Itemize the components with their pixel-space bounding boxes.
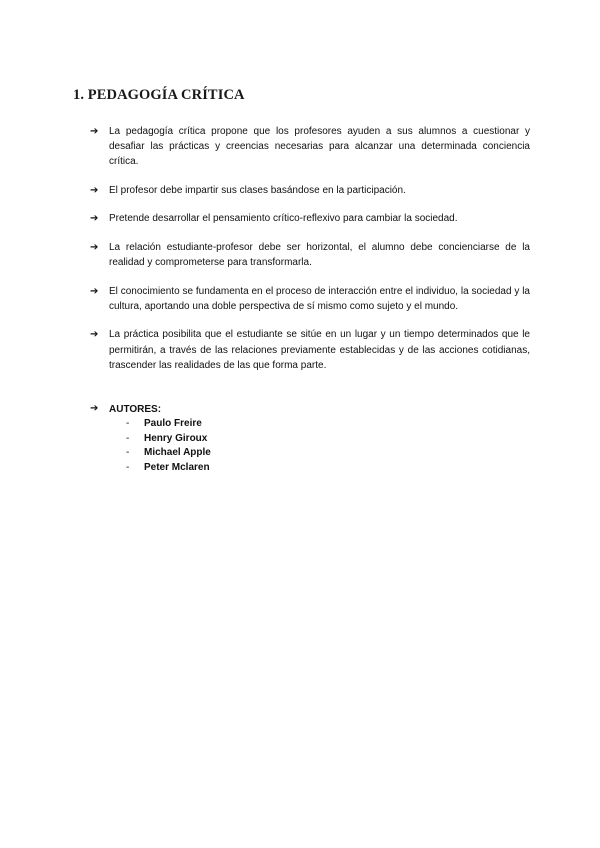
author-name: Paulo Freire <box>144 418 202 429</box>
section-heading: 1. PEDAGOGÍA CRÍTICA <box>73 87 245 103</box>
authors-title: AUTORES: <box>109 404 162 415</box>
arrow-icon: ➔ <box>90 285 99 297</box>
bullet-list <box>90 124 530 386</box>
bullet-item <box>90 124 530 170</box>
arrow-icon: ➔ <box>90 126 99 137</box>
bullet-item <box>90 240 530 270</box>
author-name: Peter Mclaren <box>144 461 210 473</box>
bullet-item <box>90 183 530 198</box>
dash-marker: - <box>126 447 130 459</box>
bullet-item <box>90 327 530 373</box>
author-name: Henry Giroux <box>144 432 208 444</box>
arrow-icon: ➔ <box>90 329 99 341</box>
bullet-text: La práctica posibilita que el estudiante se sitúe en un lugar y un tiempo determinados que le permitirán, a través de las relaciones previamente establecidas y de las acciones cotidianas, trascender las realidades de las que forma parte. <box>109 329 530 371</box>
author-name: Michael Apple <box>144 447 211 459</box>
bullet-item <box>90 211 530 226</box>
bullet-text: El conocimiento se fundamenta en el proceso de interacción entre el individuo, la sociedad y la cultura, aportando una doble perspectiva de sí mismo como sujeto y el mundo. <box>109 285 530 312</box>
bullet-item <box>90 284 530 314</box>
bullet-text: La relación estudiante-profesor debe ser horizontal, el alumno debe concienciarse de la realidad y comprometerse para transformarla. <box>109 241 530 269</box>
bullet-text: La pedagogía crítica propone que los profesores ayuden a sus alumnos a cuestionar y desafiar las prácticas y creencias necesarias para alcanzar una determinada conciencia crítica. <box>109 126 530 168</box>
arrow-icon: ➔ <box>90 184 99 196</box>
arrow-icon: ➔ <box>90 241 99 253</box>
bullet-text: Pretende desarrollar el pensamiento crítico-reflexivo para cambiar la sociedad. <box>109 213 458 225</box>
arrow-icon: ➔ <box>90 213 99 225</box>
arrow-icon: ➔ <box>90 403 99 414</box>
bullet-text: El profesor debe impartir sus clases basándose en la participación. <box>109 184 406 196</box>
dash-marker: - <box>126 418 130 429</box>
dash-marker: - <box>126 432 130 444</box>
dash-marker: - <box>126 461 130 473</box>
